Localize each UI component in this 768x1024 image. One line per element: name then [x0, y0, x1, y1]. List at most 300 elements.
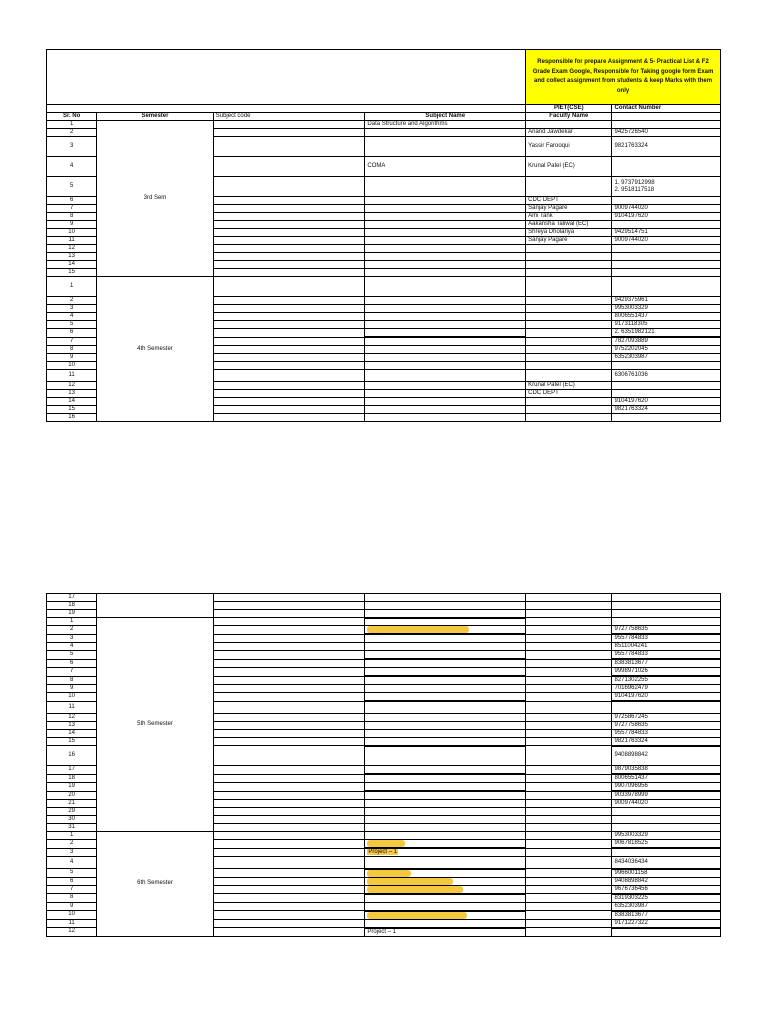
- faculty-name-cell: [526, 668, 612, 677]
- contact-number-cell: [612, 277, 721, 297]
- subject-name-cell: [365, 911, 526, 920]
- contact-number-cell: [612, 406, 721, 414]
- contact-number-text: 9104197620: [614, 213, 648, 219]
- sr-no-cell: 20: [47, 791, 97, 800]
- subject-name-cell: [365, 693, 526, 702]
- subject-code-cell: [213, 382, 365, 390]
- subject-code-cell: [213, 902, 365, 911]
- subject-code-cell: [213, 594, 365, 602]
- faculty-name-cell: [526, 346, 612, 354]
- highlight-mark: [367, 886, 463, 893]
- subject-code-cell: [213, 848, 365, 857]
- blank-header-cell: [47, 50, 526, 105]
- sr-no-cell: 9: [47, 354, 97, 362]
- sr-no-cell: 21: [47, 800, 97, 808]
- subject-name-cell: [365, 414, 526, 422]
- sr-no-cell: 13: [47, 390, 97, 398]
- subject-code-cell: [213, 602, 365, 610]
- contact-number-text: 8511004241: [614, 643, 648, 649]
- sr-no-cell: 1: [47, 832, 97, 840]
- faculty-name-cell: [526, 721, 612, 729]
- subject-name-cell: [365, 157, 526, 177]
- contact-number-text: 8006551437: [614, 775, 648, 781]
- subject-code-cell: [213, 414, 365, 422]
- sheet-page-2: [46, 593, 721, 937]
- faculty-name-cell: [526, 737, 612, 746]
- sr-no-cell: 30: [47, 816, 97, 824]
- sr-no-cell: 1: [47, 277, 97, 297]
- contact-number-text: 8271302255: [614, 677, 648, 683]
- contact-number-text: 8434036434: [614, 858, 648, 865]
- sr-no-cell: 17: [47, 594, 97, 602]
- subject-code-cell: [213, 237, 365, 245]
- contact-number-text: 8383813677: [614, 660, 648, 666]
- subject-code-cell: [213, 885, 365, 894]
- contact-number-text: 6352303987: [614, 354, 648, 360]
- sr-no-cell: 11: [47, 370, 97, 382]
- faculty-name-cell: [526, 659, 612, 668]
- subject-name-cell: [365, 205, 526, 213]
- contact-number-cell: [612, 701, 721, 713]
- subject-code-cell: [213, 129, 365, 137]
- subject-code-cell: [213, 261, 365, 269]
- subject-name-cell: [365, 869, 526, 878]
- faculty-name-cell: [526, 824, 612, 832]
- contact-number-cell: [612, 729, 721, 737]
- subject-name-cell: [365, 229, 526, 237]
- contact-number-cell: [612, 137, 721, 157]
- faculty-name-cell: [526, 269, 612, 277]
- contact-number-text: 7827093889: [614, 338, 648, 344]
- faculty-name-cell: [526, 816, 612, 824]
- subject-code-cell: [213, 808, 365, 816]
- subject-code-cell: [213, 626, 365, 635]
- sr-no-cell: 10: [47, 229, 97, 237]
- subject-code-cell: [213, 398, 365, 406]
- faculty-name-cell: [526, 406, 612, 414]
- faculty-name-cell: Krunal Patel (EC): [526, 382, 612, 390]
- contact-number-text: 9171227322: [614, 919, 648, 926]
- sr-no-cell: 12: [47, 245, 97, 253]
- faculty-name-cell: [526, 774, 612, 783]
- contact-number-cell: [612, 766, 721, 775]
- subject-code-cell: [213, 869, 365, 878]
- sr-no-cell: 14: [47, 261, 97, 269]
- contact-number-text: 9998971026: [614, 668, 648, 674]
- contact-number-cell: [612, 737, 721, 746]
- subject-code-cell: [213, 297, 365, 305]
- subject-name-cell: [365, 121, 526, 129]
- faculty-name-cell: Ami Tank: [526, 213, 612, 221]
- subject-name-cell: [365, 177, 526, 197]
- subject-name-text: Data Structure and Algorithms: [367, 121, 448, 127]
- contact-number-cell: [612, 221, 721, 229]
- subject-name-cell: [365, 857, 526, 869]
- contact-number-text: 9879035838: [614, 766, 648, 772]
- contact-number-text: 7016962479: [614, 685, 648, 691]
- subject-name-cell: [365, 634, 526, 643]
- sr-no-cell: 1: [47, 618, 97, 626]
- sr-no-cell: 10: [47, 911, 97, 920]
- sr-no-cell: 7: [47, 205, 97, 213]
- sr-no-cell: 3: [47, 848, 97, 857]
- contact-number-text: 9557784833: [614, 651, 648, 657]
- subject-name-cell: [365, 382, 526, 390]
- sr-no-cell: 4: [47, 157, 97, 177]
- sr-no-header: Sr. No: [47, 113, 97, 121]
- contact-number-text: 9067818525: [614, 840, 648, 846]
- subject-code-cell: [213, 911, 365, 920]
- contact-number-header: Contact Number: [612, 105, 721, 113]
- subject-code-cell: [213, 729, 365, 737]
- subject-code-cell: [213, 766, 365, 775]
- contact-number-cell: [612, 362, 721, 370]
- subject-code-cell: [213, 701, 365, 713]
- sr-no-cell: 14: [47, 729, 97, 737]
- subject-code-cell: [213, 816, 365, 824]
- subject-name-cell: [365, 398, 526, 406]
- contact-number-cell: [612, 253, 721, 261]
- subject-name-cell: [365, 594, 526, 602]
- subject-code-cell: [213, 919, 365, 928]
- faculty-name-cell: [526, 177, 612, 197]
- subject-code-cell: [213, 213, 365, 221]
- subject-code-cell: [213, 676, 365, 685]
- contact-number-cell: [612, 877, 721, 885]
- subject-code-cell: [213, 121, 365, 129]
- subject-name-cell: [365, 269, 526, 277]
- subject-code-cell: [213, 668, 365, 677]
- contact-number-cell: [612, 634, 721, 643]
- contact-number-cell: [612, 618, 721, 626]
- contact-number-cell: [612, 816, 721, 824]
- faculty-name-cell: [526, 885, 612, 894]
- subject-code-cell: [213, 137, 365, 157]
- faculty-name-cell: [526, 685, 612, 693]
- contact-number-text: 9429375961: [614, 297, 648, 303]
- subject-code-cell: [213, 253, 365, 261]
- subject-name-cell: [365, 346, 526, 354]
- subject-code-cell: [213, 157, 365, 177]
- subject-name-cell: [365, 791, 526, 800]
- subject-code-cell: [213, 824, 365, 832]
- subject-name-cell: [365, 321, 526, 329]
- contact-number-cell: [612, 382, 721, 390]
- sr-no-cell: 13: [47, 253, 97, 261]
- faculty-name-cell: [526, 602, 612, 610]
- contact-number-cell: [612, 626, 721, 635]
- faculty-name-cell: [526, 676, 612, 685]
- highlight-mark: [367, 626, 469, 633]
- subject-name-cell: [365, 816, 526, 824]
- contact-number-cell: [612, 245, 721, 253]
- subject-name-cell: [365, 774, 526, 783]
- contact-number-cell: [612, 313, 721, 321]
- sr-no-cell: 5: [47, 177, 97, 197]
- subject-name-cell: [365, 894, 526, 903]
- subject-name-cell: [365, 668, 526, 677]
- faculty-table-2: [46, 593, 721, 937]
- contact-number-text: 9033978999: [614, 792, 648, 798]
- contact-number-cell: [612, 354, 721, 362]
- contact-number-cell: [612, 800, 721, 808]
- sr-no-cell: 4: [47, 313, 97, 321]
- contact-number-text: 6352303987: [614, 902, 648, 909]
- faculty-name-header: Faculty Name: [526, 113, 612, 121]
- semester-cell: 6th Semester: [97, 832, 214, 937]
- faculty-name-cell: Yassir Farooqui: [526, 137, 612, 157]
- subject-name-cell: [365, 406, 526, 414]
- contact-number-cell: [612, 783, 721, 792]
- subject-code-cell: [213, 737, 365, 746]
- faculty-name-cell: [526, 594, 612, 602]
- contact-number-cell: [612, 177, 721, 197]
- subject-name-cell: [365, 329, 526, 338]
- contact-number-cell: [612, 602, 721, 610]
- faculty-name-cell: CDC DEPT: [526, 197, 612, 205]
- faculty-name-cell: [526, 902, 612, 911]
- contact-number-text: 9408898842: [614, 877, 648, 884]
- contact-number-cell: [612, 346, 721, 354]
- subject-name-cell: [365, 313, 526, 321]
- subject-name-text: Project – 1: [368, 849, 398, 855]
- contact-number-cell: [612, 774, 721, 783]
- faculty-name-cell: [526, 245, 612, 253]
- subject-code-cell: [213, 362, 365, 370]
- contact-number-text: 8319303225: [614, 894, 648, 901]
- faculty-name-cell: [526, 877, 612, 885]
- contact-number-cell: [612, 894, 721, 903]
- subject-code-cell: [213, 245, 365, 253]
- contact-number-cell: [612, 157, 721, 177]
- subject-code-cell: [213, 877, 365, 885]
- contact-number-cell: [612, 721, 721, 729]
- subject-code-cell: [213, 693, 365, 702]
- semester-cell: 5th Semester: [97, 618, 214, 832]
- subject-code-cell: [213, 721, 365, 729]
- faculty-name-cell: [526, 729, 612, 737]
- subject-code-cell: [213, 406, 365, 414]
- sheet-page-1: [46, 49, 721, 422]
- sr-no-cell: 29: [47, 808, 97, 816]
- subject-code-cell: [213, 857, 365, 869]
- contact-number-cell: [612, 205, 721, 213]
- subject-code-header: Subject code: [213, 113, 365, 121]
- faculty-name-cell: [526, 354, 612, 362]
- contact-number-text: 9557784833: [614, 729, 648, 736]
- subject-code-cell: [213, 337, 365, 346]
- contact-number-cell: [612, 676, 721, 685]
- sr-no-cell: 8: [47, 346, 97, 354]
- contact-number-text: 8383813677: [614, 911, 648, 918]
- subject-code-cell: [213, 354, 365, 362]
- contact-number-cell: [612, 928, 721, 937]
- contact-number-text: 1. 9737912998: [614, 179, 655, 186]
- subject-name-cell: [365, 783, 526, 792]
- contact-number-cell: [612, 610, 721, 618]
- sr-no-cell: 5: [47, 869, 97, 878]
- subject-name-cell: [365, 928, 526, 937]
- subject-code-cell: [213, 840, 365, 849]
- contact-number-cell: [612, 902, 721, 911]
- subject-name-cell: [365, 261, 526, 269]
- subject-code-cell: [213, 832, 365, 840]
- sr-no-cell: 9: [47, 902, 97, 911]
- contact-number-text: 8006551437: [614, 313, 648, 319]
- faculty-name-cell: [526, 634, 612, 643]
- subject-code-cell: [213, 791, 365, 800]
- contact-number-cell: [612, 594, 721, 602]
- sr-no-cell: 15: [47, 406, 97, 414]
- contact-number-text: 2. 6351982121: [614, 329, 655, 335]
- subject-name-cell: [365, 197, 526, 205]
- subject-name-cell: [365, 877, 526, 885]
- subject-code-cell: [213, 370, 365, 382]
- faculty-name-cell: [526, 766, 612, 775]
- sr-no-cell: 5: [47, 321, 97, 329]
- faculty-name-cell: [526, 297, 612, 305]
- faculty-name-cell: [526, 277, 612, 297]
- subject-name-cell: [365, 713, 526, 721]
- faculty-name-cell: [526, 808, 612, 816]
- subject-name-cell: [365, 685, 526, 693]
- faculty-name-cell: [526, 313, 612, 321]
- subject-name-cell: [365, 800, 526, 808]
- contact-number-cell: [612, 659, 721, 668]
- contact-number-cell: [612, 237, 721, 245]
- subject-name-cell: [365, 390, 526, 398]
- contact-number-cell: [612, 911, 721, 920]
- subject-name-cell: [365, 824, 526, 832]
- faculty-name-cell: [526, 610, 612, 618]
- contact-number-text: 9821763324: [614, 143, 648, 149]
- subject-code-cell: [213, 390, 365, 398]
- subject-code-cell: [213, 651, 365, 660]
- sr-no-cell: 15: [47, 269, 97, 277]
- subject-name-cell: [365, 610, 526, 618]
- semester-cell: 3rd Sem: [97, 121, 214, 277]
- faculty-name-cell: [526, 362, 612, 370]
- table-row: [47, 277, 721, 297]
- subject-name-cell: [365, 766, 526, 775]
- sr-no-cell: 4: [47, 643, 97, 651]
- sr-no-cell: 12: [47, 928, 97, 937]
- subject-name-cell: [365, 129, 526, 137]
- faculty-name-cell: [526, 398, 612, 406]
- subject-name-cell: [365, 651, 526, 660]
- subject-name-cell: [365, 221, 526, 229]
- subject-name-cell: [365, 362, 526, 370]
- contact-number-cell: [612, 197, 721, 205]
- contact-number-text: 9907096956: [614, 783, 648, 789]
- faculty-name-cell: Anand Jawdekar: [526, 129, 612, 137]
- sr-no-cell: 18: [47, 774, 97, 783]
- faculty-name-cell: [526, 370, 612, 382]
- contact-number-cell: [612, 213, 721, 221]
- faculty-name-cell: [526, 869, 612, 878]
- subject-code-cell: [213, 659, 365, 668]
- sr-no-cell: 11: [47, 701, 97, 713]
- faculty-name-cell: CDC DEPT: [526, 390, 612, 398]
- contact-number-text: 9557784833: [614, 635, 648, 641]
- contact-number-cell: [612, 643, 721, 651]
- contact-number-cell: [612, 685, 721, 693]
- sr-no-cell: 6: [47, 659, 97, 668]
- contact-number-cell: [612, 746, 721, 766]
- subject-name-cell: [365, 840, 526, 849]
- sr-no-cell: 10: [47, 362, 97, 370]
- subject-code-cell: [213, 800, 365, 808]
- contact-number-text: 9425726540: [614, 129, 648, 135]
- sr-no-cell: 8: [47, 894, 97, 903]
- semester-cell: 4th Semester: [97, 277, 214, 422]
- contact-number-cell: [612, 848, 721, 857]
- subject-code-cell: [213, 610, 365, 618]
- sr-no-cell: 1: [47, 121, 97, 129]
- contact-number-cell: [612, 808, 721, 816]
- subject-name-text: Project – 1: [367, 928, 397, 935]
- sr-no-cell: 7: [47, 337, 97, 346]
- sr-no-cell: 15: [47, 737, 97, 746]
- sr-no-cell: 5: [47, 651, 97, 660]
- faculty-name-cell: Shreya Dholariya: [526, 229, 612, 237]
- sr-no-cell: 19: [47, 783, 97, 792]
- contact-number-cell: [612, 668, 721, 677]
- contact-number-cell: [612, 857, 721, 869]
- contact-number-text: 9953003329: [614, 832, 648, 838]
- contact-number-cell: [612, 305, 721, 313]
- subject-code-cell: [213, 618, 365, 626]
- faculty-name-cell: [526, 894, 612, 903]
- highlight-mark: [367, 840, 405, 847]
- subject-name-header: Subject Name: [365, 113, 526, 121]
- contact-number-cell: [612, 229, 721, 237]
- contact-number-cell: [612, 869, 721, 878]
- subject-code-cell: [213, 783, 365, 792]
- subject-code-cell: [213, 643, 365, 651]
- subject-code-cell: [213, 277, 365, 297]
- table-row: [47, 594, 721, 602]
- subject-name-cell: [365, 137, 526, 157]
- contact-number-text: 9009744020: [614, 800, 648, 806]
- sr-no-cell: 16: [47, 414, 97, 422]
- contact-number-text: 9727758635: [614, 626, 648, 632]
- sr-no-cell: 11: [47, 237, 97, 245]
- sr-no-cell: 9: [47, 685, 97, 693]
- faculty-name-cell: Sanjay Pagare: [526, 205, 612, 213]
- subject-code-cell: [213, 313, 365, 321]
- contact-number-cell: [612, 791, 721, 800]
- subject-name-cell: [365, 659, 526, 668]
- subject-name-cell: [365, 746, 526, 766]
- subject-code-cell: [213, 713, 365, 721]
- subject-code-cell: [213, 685, 365, 693]
- subject-code-cell: [213, 329, 365, 338]
- subject-code-cell: [213, 346, 365, 354]
- contact-number-cell: [612, 321, 721, 329]
- highlight-mark: [367, 912, 467, 919]
- subject-name-cell: [365, 808, 526, 816]
- subject-name-cell: [365, 832, 526, 840]
- faculty-name-cell: [526, 329, 612, 338]
- sr-no-cell: 11: [47, 919, 97, 928]
- sr-no-cell: 7: [47, 885, 97, 894]
- contact-number-text: 2. 9518117518: [614, 186, 655, 193]
- contact-number-text: 9173118305: [614, 321, 648, 327]
- contact-number-text: 9104197620: [614, 693, 648, 699]
- table-row: [47, 121, 721, 129]
- subject-name-cell: [365, 737, 526, 746]
